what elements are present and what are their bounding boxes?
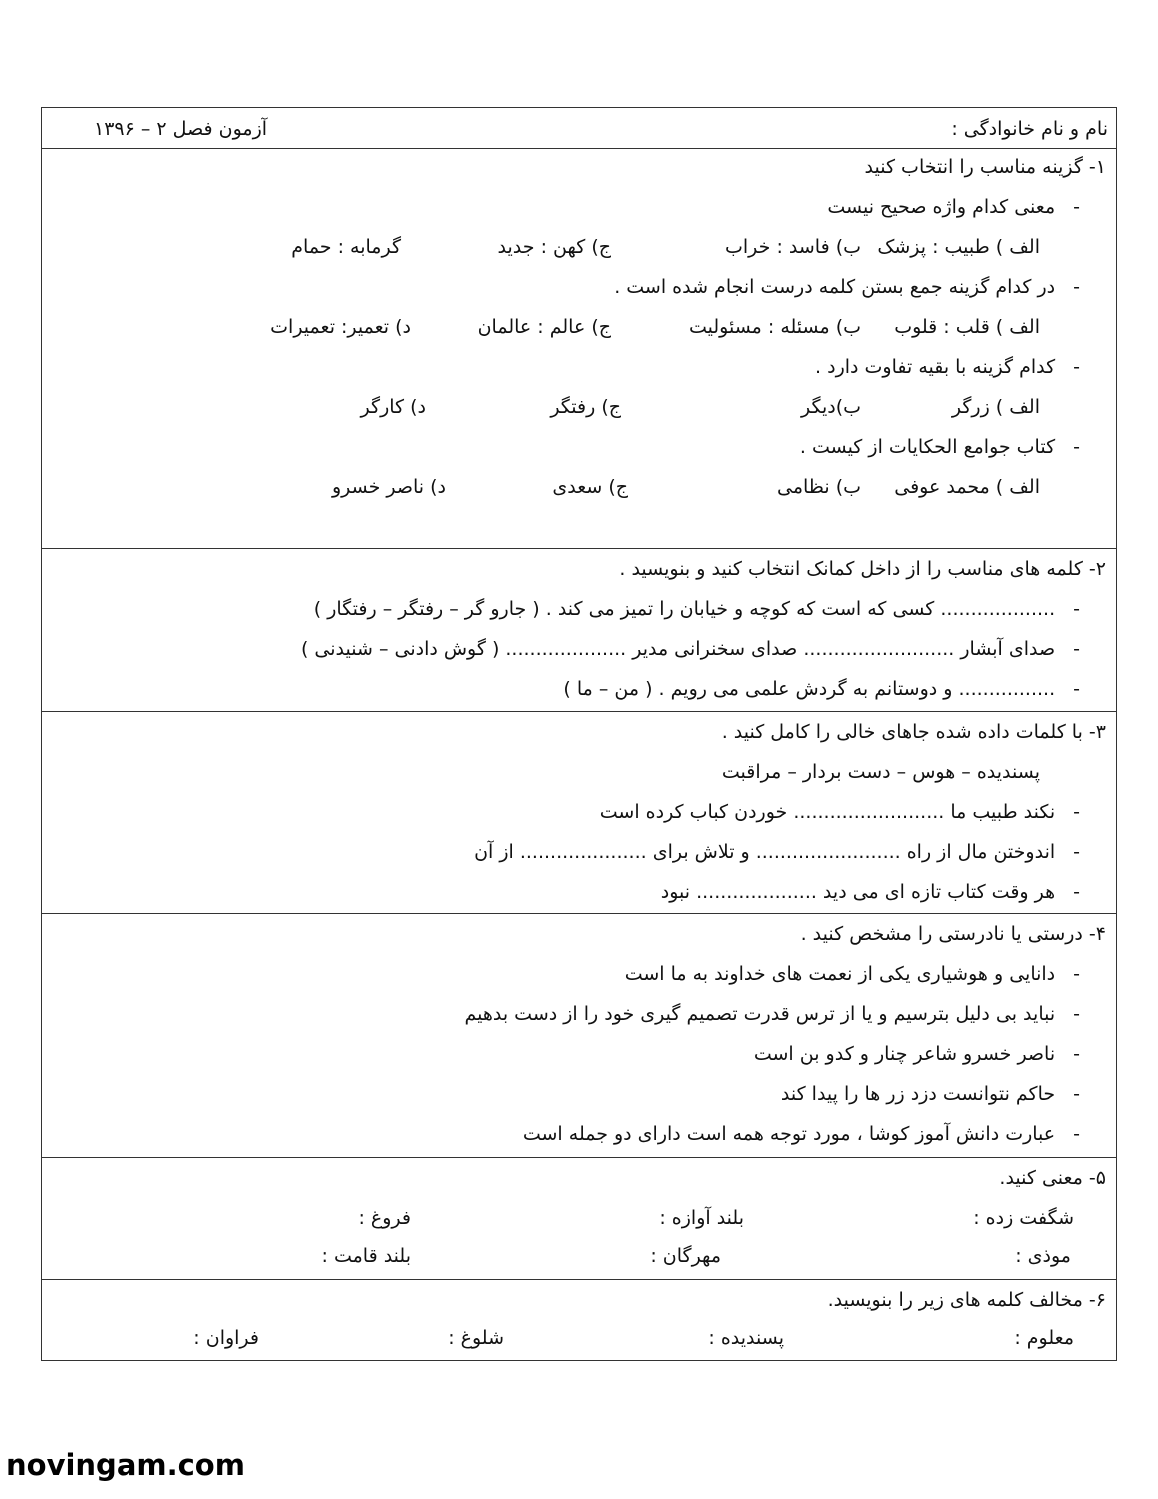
question-3-item: -نکند طبیب ما ......................... خوردن کباب کرده است	[599, 801, 1080, 823]
option-b: ب)دیگر	[800, 396, 861, 418]
option-b: ب) نظامی	[776, 476, 861, 498]
exam-sheet	[41, 107, 1117, 1361]
question-1-item: -معنی کدام واژه صحیح نیست	[827, 196, 1080, 218]
question-3-item: -هر وقت کتاب تازه ای می دید .................... نبود	[660, 881, 1080, 903]
question-2-item: -صدای آبشار ......................... صدای سخنرانی مدیر .................... ( گوش دادنی – شنیدنی )	[300, 638, 1080, 660]
option-a: الف ) زرگر	[951, 396, 1040, 418]
option-d: د) کارگر	[360, 396, 426, 418]
exam-title: آزمون فصل ۲ – ۱۳۹۶	[94, 118, 268, 140]
question-4-item: -نباید بی دلیل بترسیم و یا از ترس قدرت تصمیم گیری خود را از دست بدهیم	[464, 1003, 1080, 1025]
option-d: د) ناصر خسرو	[332, 476, 446, 498]
option-a: الف ) محمد عوفی	[894, 476, 1040, 498]
option-a: الف ) قلب : قلوب	[894, 316, 1040, 338]
option-d: د) تعمیر: تعمیرات	[270, 316, 411, 338]
question-3-title: ۳- با کلمات داده شده جاهای خالی را کامل کنید .	[721, 721, 1106, 743]
meaning-item: فروغ :	[358, 1207, 411, 1229]
question-3	[42, 712, 1116, 914]
option-c: ج) عالم : عالمان	[477, 316, 611, 338]
question-2-item: -................... کسی که است که کوچه و خیابان را تمیز می کند . ( جارو گر – رفتگر – رفتگار )	[313, 598, 1080, 620]
question-1	[42, 149, 1116, 549]
word-bank: پسندیده – هوس – دست بردار – مراقبت	[721, 761, 1040, 783]
option-d: گرمابه : حمام	[291, 236, 401, 258]
option-a: الف ) طبیب : پزشک	[877, 236, 1040, 258]
question-6	[42, 1280, 1116, 1360]
meaning-item: بلند قامت :	[321, 1245, 411, 1267]
option-c: ج) کهن : جدید	[497, 236, 611, 258]
question-4-item: -دانایی و هوشیاری یکی از نعمت های خداوند به ما است	[624, 963, 1080, 985]
site-watermark: novingam.com	[6, 1448, 245, 1482]
exam-header	[42, 108, 1116, 149]
antonym-item: معلوم :	[1014, 1327, 1074, 1349]
student-name-label: نام و نام خانوادگی :	[951, 118, 1108, 140]
option-c: ج) رفتگر	[550, 396, 621, 418]
question-1-item: -کتاب جوامع الحکایات از کیست .	[799, 436, 1080, 458]
question-1-item: -کدام گزینه با بقیه تفاوت دارد .	[815, 356, 1080, 378]
question-2	[42, 549, 1116, 712]
question-5	[42, 1158, 1116, 1280]
question-4-item: -ناصر خسرو شاعر چنار و کدو بن است	[753, 1043, 1080, 1065]
meaning-item: بلند آوازه :	[659, 1207, 744, 1229]
option-c: ج) سعدی	[552, 476, 628, 498]
option-b: ب) مسئله : مسئولیت	[688, 316, 861, 338]
question-6-title: ۶- مخالف کلمه های زیر را بنویسید.	[827, 1289, 1106, 1311]
question-4-item: -حاکم نتوانست دزد زر ها را پیدا کند	[780, 1083, 1080, 1105]
question-1-item: -در کدام گزینه جمع بستن کلمه درست انجام شده است .	[614, 276, 1080, 298]
question-2-item: -................ و دوستانم به گردش علمی می رویم . ( من – ما )	[563, 678, 1080, 700]
antonym-item: پسندیده :	[708, 1327, 784, 1349]
option-b: ب) فاسد : خراب	[725, 236, 861, 258]
question-5-title: ۵- معنی کنید.	[999, 1167, 1106, 1189]
question-4-title: ۴- درستی یا نادرستی را مشخص کنید .	[800, 923, 1106, 945]
question-4-item: -عبارت دانش آموز کوشا ، مورد توجه همه است دارای دو جمله است	[522, 1123, 1080, 1145]
question-3-item: -اندوختن مال از راه ........................ و تلاش برای ..................... از آن	[474, 841, 1080, 863]
question-1-title: ۱- گزینه مناسب را انتخاب کنید	[864, 156, 1106, 178]
antonym-item: فراوان :	[193, 1327, 259, 1349]
antonym-item: شلوغ :	[448, 1327, 504, 1349]
meaning-item: موذی :	[1015, 1245, 1071, 1267]
meaning-item: مهرگان :	[650, 1245, 721, 1267]
meaning-item: شگفت زده :	[973, 1207, 1074, 1229]
question-2-title: ۲- کلمه های مناسب را از داخل کمانک انتخاب کنید و بنویسید .	[619, 558, 1106, 580]
question-4	[42, 914, 1116, 1158]
